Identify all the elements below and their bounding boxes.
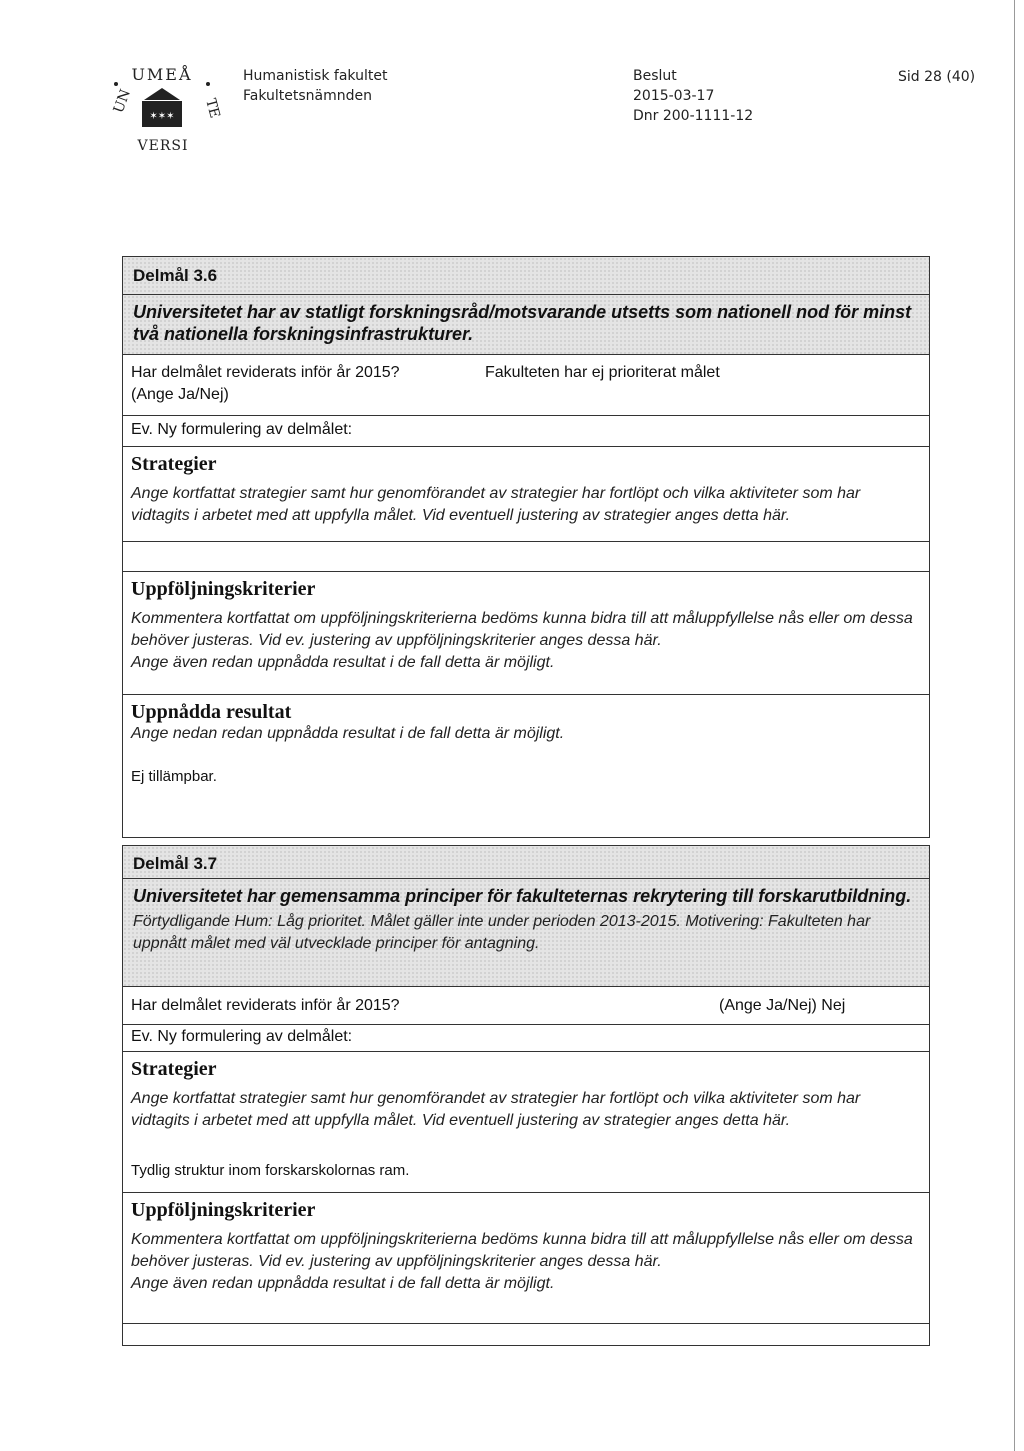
svg-text:VERSI: VERSI: [137, 138, 189, 154]
goal-3-6-results-answer: Ej tillämpbar.: [131, 768, 217, 785]
goal-3-7-form: [122, 845, 930, 1346]
faculty-name: Humanistisk fakultet: [243, 68, 388, 84]
goal-3-6-followup-row: [123, 571, 929, 694]
goal-3-6-revised-row: [123, 354, 929, 415]
goal-3-6-strategy-answer-row: [123, 541, 929, 571]
header-faculty-block: [243, 66, 387, 106]
goal-3-7-title-row: [123, 846, 929, 878]
goal-3-7-followup-instruction-1: Kommentera kortfattat om uppföljningskriterierna bedöms kunna bidra till att måluppfyllelse nås eller om dessa behöver justeras. Vid ev. justering av uppföljningskriterier anges dessa här.: [131, 1231, 913, 1270]
goal-3-6-followup-instruction-1: Kommentera kortfattat om uppföljningskriterierna bedöms kunna bidra till att måluppfyllelse nås eller om dessa behöver justeras. Vid ev. justering av uppföljningskriterier anges dessa här.: [131, 610, 913, 649]
goal-3-6-title-row: [123, 257, 929, 294]
goal-3-7-text: Universitetet har gemensamma principer för fakulteternas rekrytering till forskarutbildning.: [133, 886, 912, 906]
goal-3-6-text-row: [123, 294, 929, 354]
goal-3-7-strategy-answer: Tydlig struktur inom forskarskolornas ram.: [131, 1162, 410, 1179]
goal-3-6-strategy-row: [123, 446, 929, 541]
university-seal-logo: [108, 58, 223, 158]
goal-3-7-new-formulation-row: [123, 1024, 929, 1051]
document-date: 2015-03-17: [633, 88, 715, 104]
goal-3-6-followup-instruction-2: Ange även redan uppnådda resultat i de fall detta är möjligt.: [131, 654, 555, 671]
goal-3-7-revised-question: Har delmålet reviderats inför år 2015?: [131, 997, 400, 1014]
goal-3-7-title: Delmål 3.7: [133, 854, 218, 873]
header-decision-block: [633, 66, 753, 126]
goal-3-7-followup-row: [123, 1192, 929, 1323]
svg-text:UMEÅ: UMEÅ: [131, 65, 193, 84]
goal-3-6-strategy-heading: Strategier: [131, 453, 217, 475]
goal-3-7-followup-instruction-2: Ange även redan uppnådda resultat i de fall detta är möjligt.: [131, 1275, 555, 1292]
page-number: Sid 28 (40): [898, 69, 976, 85]
svg-text:UN: UN: [110, 87, 134, 116]
goal-3-7-new-formulation-label: Ev. Ny formulering av delmålet:: [131, 1028, 353, 1045]
goal-3-6-results-row: [123, 694, 929, 837]
goal-3-7-clarification: Förtydligande Hum: Låg prioritet. Målet gäller inte under perioden 2013-2015. Motivering: Fakulteten har uppnått målet med väl utvecklade principer för antagning.: [133, 913, 871, 952]
goal-3-7-strategy-heading: Strategier: [131, 1058, 217, 1080]
goal-3-6-new-formulation-label: Ev. Ny formulering av delmålet:: [131, 421, 353, 438]
goal-3-7-revised-row: [123, 986, 929, 1024]
goal-3-7-strategy-instruction: Ange kortfattat strategier samt hur genomförandet av strategier har fortlöpt och vilka aktiviteter som har vidtagits i arbetet med att uppfylla målet. Vid eventuell justering av strategier anges detta här.: [131, 1090, 861, 1129]
goal-3-6-revised-answer: Fakulteten har ej prioriterat målet: [485, 364, 720, 381]
goal-3-6-strategy-instruction: Ange kortfattat strategier samt hur genomförandet av strategier har fortlöpt och vilka aktiviteter som har vidtagits i arbetet med att uppfylla målet. Vid eventuell justering av strategier anges detta här.: [131, 485, 861, 524]
svg-text:✶✶✶: ✶✶✶: [149, 111, 175, 122]
document-type: Beslut: [633, 68, 677, 84]
goal-3-6-title: Delmål 3.6: [133, 266, 218, 285]
goal-3-7-text-row: [123, 878, 929, 986]
page-edge-line: [1014, 0, 1015, 1451]
board-name: Fakultetsnämnden: [243, 88, 373, 104]
goal-3-6-revised-question: Har delmålet reviderats inför år 2015?: [131, 364, 400, 381]
goal-3-6-revised-hint: (Ange Ja/Nej): [131, 386, 229, 403]
goal-3-7-strategy-row: [123, 1051, 929, 1192]
svg-text:TE: TE: [202, 96, 223, 120]
goal-3-6-new-formulation-row: [123, 415, 929, 446]
goal-3-6-form: [122, 256, 930, 838]
goal-3-7-followup-heading: Uppföljningskriterier: [131, 1199, 316, 1221]
goal-3-6-text: Universitetet har av statligt forskningsråd/motsvarande utsetts som nationell nod för minst två nationella forskningsinfrastrukturer.: [133, 302, 912, 344]
goal-3-7-followup-answer-row: [123, 1323, 929, 1345]
goal-3-6-followup-heading: Uppföljningskriterier: [131, 578, 316, 600]
document-dnr: Dnr 200-1111-12: [633, 108, 754, 124]
goal-3-6-revised-question-block: [131, 362, 400, 406]
goal-3-6-results-heading: Uppnådda resultat: [131, 701, 292, 723]
goal-3-6-results-instruction: Ange nedan redan uppnådda resultat i de fall detta är möjligt.: [131, 725, 565, 742]
goal-3-7-revised-answer: (Ange Ja/Nej) Nej: [719, 997, 846, 1014]
